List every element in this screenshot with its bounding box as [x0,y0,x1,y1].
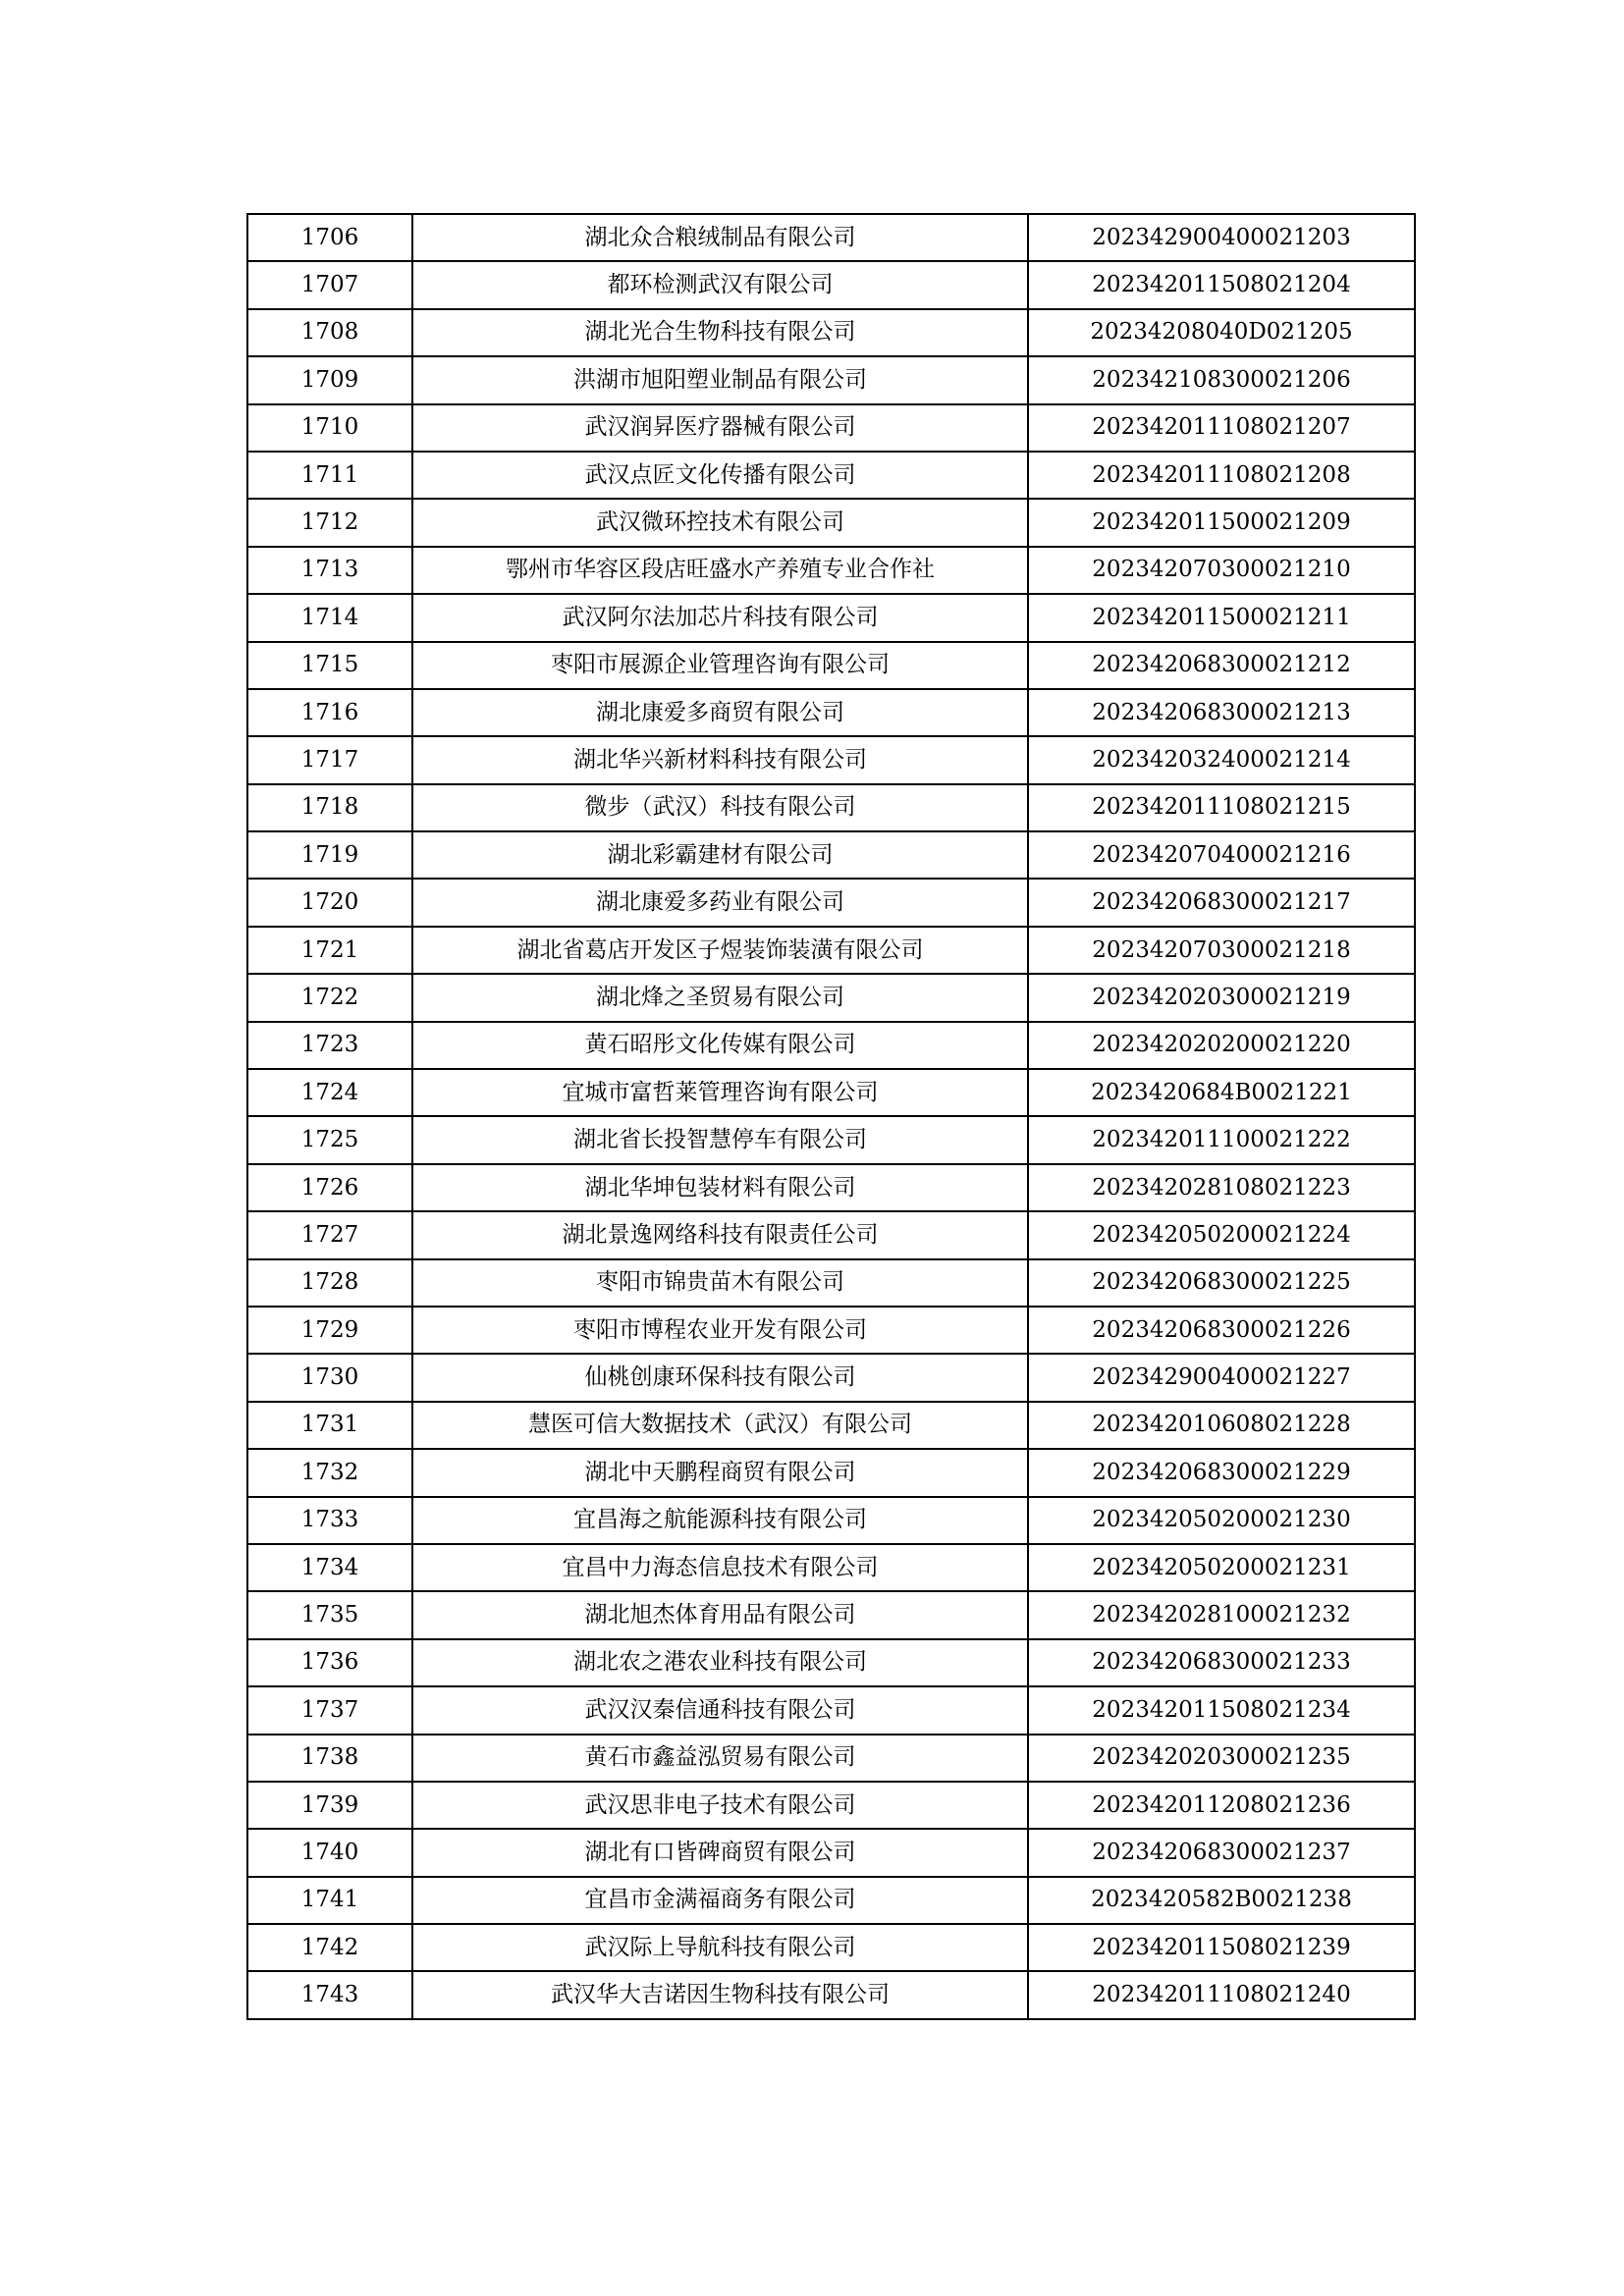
registration-code-cell: 202342108300021206 [1028,356,1415,403]
registration-code-cell: 202342900400021203 [1028,214,1415,261]
table-row [247,1402,1415,1449]
registration-code-cell: 202342050200021231 [1028,1544,1415,1591]
company-name-cell: 湖北光合生物科技有限公司 [412,309,1028,356]
table-row [247,547,1415,594]
company-name-cell: 枣阳市博程农业开发有限公司 [412,1307,1028,1354]
table-row [247,214,1415,261]
table-row [247,1259,1415,1307]
company-name-cell: 微步（武汉）科技有限公司 [412,784,1028,831]
table-row [247,1497,1415,1544]
company-name-cell: 武汉点匠文化传播有限公司 [412,452,1028,499]
row-number-cell: 1732 [247,1449,412,1496]
row-number-cell: 1731 [247,1402,412,1449]
company-name-cell: 武汉微环控技术有限公司 [412,499,1028,546]
company-name-cell: 鄂州市华容区段店旺盛水产养殖专业合作社 [412,547,1028,594]
row-number-cell: 1716 [247,689,412,736]
registration-code-cell: 2023420684B0021221 [1028,1069,1415,1116]
row-number-cell: 1718 [247,784,412,831]
table-row [247,1591,1415,1638]
row-number-cell: 1721 [247,927,412,974]
company-name-cell: 湖北旭杰体育用品有限公司 [412,1591,1028,1638]
company-name-cell: 湖北省葛店开发区子煜装饰装潢有限公司 [412,927,1028,974]
row-number-cell: 1742 [247,1924,412,1971]
row-number-cell: 1713 [247,547,412,594]
table-row [247,1069,1415,1116]
company-name-cell: 枣阳市锦贵苗木有限公司 [412,1259,1028,1307]
table-row [247,1971,1415,2018]
row-number-cell: 1743 [247,1971,412,2018]
registration-code-cell: 202342070300021218 [1028,927,1415,974]
registration-code-cell: 202342011500021211 [1028,594,1415,641]
row-number-cell: 1736 [247,1639,412,1686]
row-number-cell: 1715 [247,642,412,689]
registration-code-cell: 202342020300021235 [1028,1735,1415,1782]
table-row [247,356,1415,403]
row-number-cell: 1711 [247,452,412,499]
company-name-cell: 湖北景逸网络科技有限责任公司 [412,1211,1028,1258]
table-row [247,831,1415,879]
company-name-cell: 湖北农之港农业科技有限公司 [412,1639,1028,1686]
registration-code-cell: 202342011108021215 [1028,784,1415,831]
company-name-cell: 湖北烽之圣贸易有限公司 [412,974,1028,1021]
row-number-cell: 1733 [247,1497,412,1544]
table-row [247,309,1415,356]
registration-code-cell: 202342068300021229 [1028,1449,1415,1496]
registration-code-cell: 20234208040D021205 [1028,309,1415,356]
table-row [247,499,1415,546]
company-name-cell: 枣阳市展源企业管理咨询有限公司 [412,642,1028,689]
registration-code-cell: 202342050200021230 [1028,1497,1415,1544]
company-name-cell: 仙桃创康环保科技有限公司 [412,1354,1028,1401]
company-name-cell: 慧医可信大数据技术（武汉）有限公司 [412,1402,1028,1449]
registration-code-cell: 202342068300021237 [1028,1829,1415,1876]
company-name-cell: 湖北中天鹏程商贸有限公司 [412,1449,1028,1496]
company-name-cell: 都环检测武汉有限公司 [412,261,1028,308]
registration-code-cell: 202342011508021239 [1028,1924,1415,1971]
company-name-cell: 宜昌海之航能源科技有限公司 [412,1497,1028,1544]
table-row [247,1307,1415,1354]
row-number-cell: 1737 [247,1686,412,1734]
company-name-cell: 湖北省长投智慧停车有限公司 [412,1116,1028,1163]
table-row [247,1686,1415,1734]
table-row [247,974,1415,1021]
row-number-cell: 1708 [247,309,412,356]
registration-code-cell: 202342068300021233 [1028,1639,1415,1686]
table-row [247,1639,1415,1686]
registration-code-cell: 202342011508021234 [1028,1686,1415,1734]
row-number-cell: 1741 [247,1877,412,1924]
row-number-cell: 1740 [247,1829,412,1876]
row-number-cell: 1712 [247,499,412,546]
table-row [247,1449,1415,1496]
company-name-cell: 湖北康爱多商贸有限公司 [412,689,1028,736]
row-number-cell: 1719 [247,831,412,879]
table-row [247,642,1415,689]
registration-code-cell: 202342011108021208 [1028,452,1415,499]
row-number-cell: 1714 [247,594,412,641]
row-number-cell: 1710 [247,404,412,452]
registration-code-cell: 202342010608021228 [1028,1402,1415,1449]
row-number-cell: 1730 [247,1354,412,1401]
registration-code-cell: 202342050200021224 [1028,1211,1415,1258]
company-name-cell: 武汉汉秦信通科技有限公司 [412,1686,1028,1734]
row-number-cell: 1734 [247,1544,412,1591]
table-row [247,1211,1415,1258]
registration-code-cell: 202342032400021214 [1028,736,1415,783]
registration-code-cell: 202342068300021225 [1028,1259,1415,1307]
registration-code-cell: 202342011100021222 [1028,1116,1415,1163]
company-name-cell: 武汉华大吉诺因生物科技有限公司 [412,1971,1028,2018]
registration-code-cell: 202342070300021210 [1028,547,1415,594]
registration-code-cell: 202342011208021236 [1028,1782,1415,1829]
row-number-cell: 1725 [247,1116,412,1163]
company-name-cell: 黄石昭彤文化传媒有限公司 [412,1022,1028,1069]
table-row [247,736,1415,783]
company-name-cell: 湖北彩霸建材有限公司 [412,831,1028,879]
table-row [247,1354,1415,1401]
row-number-cell: 1728 [247,1259,412,1307]
row-number-cell: 1717 [247,736,412,783]
company-name-cell: 武汉思非电子技术有限公司 [412,1782,1028,1829]
registration-code-cell: 202342028108021223 [1028,1164,1415,1211]
table-row [247,689,1415,736]
table-row [247,594,1415,641]
company-name-cell: 湖北华兴新材料科技有限公司 [412,736,1028,783]
registration-code-cell: 202342068300021217 [1028,879,1415,926]
row-number-cell: 1720 [247,879,412,926]
registration-code-cell: 202342020300021219 [1028,974,1415,1021]
registration-code-cell: 202342068300021226 [1028,1307,1415,1354]
company-registry-table [246,213,1416,2020]
table-row [247,261,1415,308]
table-row [247,1735,1415,1782]
table-body [247,214,1415,2019]
table-row [247,1116,1415,1163]
registration-code-cell: 202342020200021220 [1028,1022,1415,1069]
company-name-cell: 洪湖市旭阳塑业制品有限公司 [412,356,1028,403]
company-name-cell: 湖北有口皆碑商贸有限公司 [412,1829,1028,1876]
table-row [247,1782,1415,1829]
row-number-cell: 1739 [247,1782,412,1829]
company-name-cell: 宜昌市金满福商务有限公司 [412,1877,1028,1924]
company-name-cell: 湖北康爱多药业有限公司 [412,879,1028,926]
table-row [247,1877,1415,1924]
company-name-cell: 黄石市鑫益泓贸易有限公司 [412,1735,1028,1782]
registration-code-cell: 202342068300021212 [1028,642,1415,689]
registration-code-cell: 202342900400021227 [1028,1354,1415,1401]
table-row [247,1924,1415,1971]
table-row [247,1164,1415,1211]
row-number-cell: 1727 [247,1211,412,1258]
row-number-cell: 1729 [247,1307,412,1354]
table-row [247,404,1415,452]
company-name-cell: 武汉阿尔法加芯片科技有限公司 [412,594,1028,641]
company-name-cell: 湖北华坤包装材料有限公司 [412,1164,1028,1211]
company-name-cell: 宜城市富哲莱管理咨询有限公司 [412,1069,1028,1116]
row-number-cell: 1706 [247,214,412,261]
row-number-cell: 1723 [247,1022,412,1069]
table-row [247,452,1415,499]
registration-code-cell: 202342070400021216 [1028,831,1415,879]
registration-code-cell: 202342011108021240 [1028,1971,1415,2018]
table-row [247,879,1415,926]
registration-code-cell: 2023420582B0021238 [1028,1877,1415,1924]
registration-code-cell: 202342028100021232 [1028,1591,1415,1638]
company-name-cell: 武汉际上导航科技有限公司 [412,1924,1028,1971]
table-row [247,1544,1415,1591]
registration-code-cell: 202342011500021209 [1028,499,1415,546]
registration-code-cell: 202342068300021213 [1028,689,1415,736]
row-number-cell: 1707 [247,261,412,308]
company-name-cell: 武汉润昇医疗器械有限公司 [412,404,1028,452]
table-row [247,1022,1415,1069]
company-name-cell: 宜昌中力海态信息技术有限公司 [412,1544,1028,1591]
table-row [247,927,1415,974]
company-name-cell: 湖北众合粮绒制品有限公司 [412,214,1028,261]
table-row [247,1829,1415,1876]
row-number-cell: 1735 [247,1591,412,1638]
registration-code-cell: 202342011508021204 [1028,261,1415,308]
table-row [247,784,1415,831]
row-number-cell: 1709 [247,356,412,403]
row-number-cell: 1724 [247,1069,412,1116]
row-number-cell: 1726 [247,1164,412,1211]
row-number-cell: 1738 [247,1735,412,1782]
row-number-cell: 1722 [247,974,412,1021]
registration-code-cell: 202342011108021207 [1028,404,1415,452]
